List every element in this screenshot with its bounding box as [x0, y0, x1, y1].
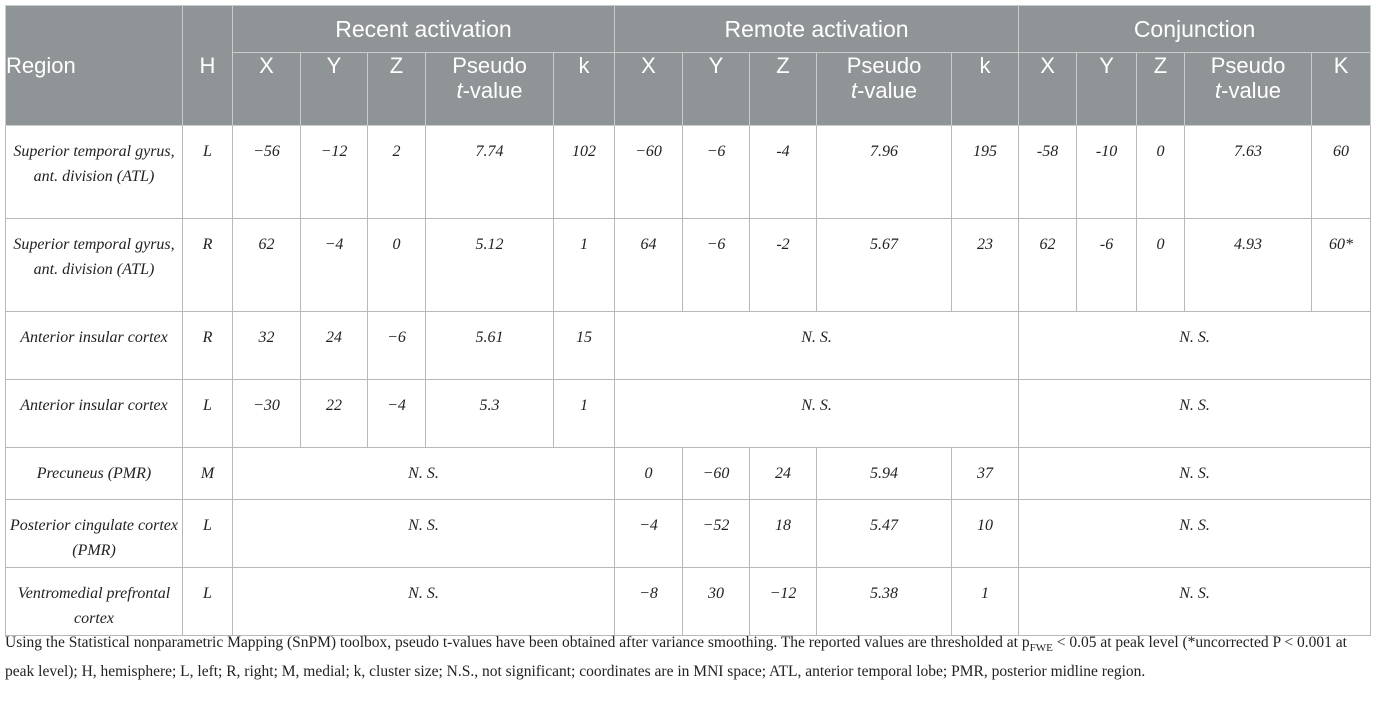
region-cell: Posterior cingulate cortex (PMR) — [6, 500, 183, 568]
recent-k-cell: 1 — [554, 219, 615, 312]
footnote-subscript: FWE — [1029, 642, 1053, 655]
recent-y-cell: −12 — [301, 126, 368, 219]
conj-z-cell: 0 — [1137, 126, 1185, 219]
recent-k-cell: 1 — [554, 380, 615, 448]
hemisphere-cell: L — [183, 126, 233, 219]
header-z: Z — [750, 53, 817, 126]
remote-y-cell: −52 — [683, 500, 750, 568]
conj-not-significant-cell: N. S. — [1019, 568, 1371, 636]
recent-x-cell: 62 — [233, 219, 301, 312]
header-pseudo-t: Pseudo t-value — [817, 53, 952, 126]
recent-not-significant-cell: N. S. — [233, 500, 615, 568]
remote-z-cell: 18 — [750, 500, 817, 568]
remote-t-cell: 5.94 — [817, 448, 952, 500]
recent-not-significant-cell: N. S. — [233, 568, 615, 636]
hemisphere-cell: M — [183, 448, 233, 500]
hemisphere-cell: L — [183, 500, 233, 568]
header-region: Region — [6, 6, 183, 126]
conj-y-cell: -6 — [1077, 219, 1137, 312]
conj-x-cell: 62 — [1019, 219, 1077, 312]
recent-t-cell: 7.74 — [426, 126, 554, 219]
remote-x-cell: −60 — [615, 126, 683, 219]
remote-t-cell: 5.47 — [817, 500, 952, 568]
remote-x-cell: −8 — [615, 568, 683, 636]
hemisphere-cell: L — [183, 380, 233, 448]
recent-y-cell: 22 — [301, 380, 368, 448]
recent-y-cell: 24 — [301, 312, 368, 380]
table-row — [6, 500, 1371, 568]
hemisphere-cell: L — [183, 568, 233, 636]
header-hemisphere: H — [183, 6, 233, 126]
region-cell: Anterior insular cortex — [6, 312, 183, 380]
remote-y-cell: −6 — [683, 219, 750, 312]
header-z: Z — [1137, 53, 1185, 126]
table-row — [6, 312, 1371, 380]
header-pseudo-t: Pseudo t-value — [426, 53, 554, 126]
header-k: k — [554, 53, 615, 126]
conj-k-cell: 60 — [1312, 126, 1371, 219]
header-y: Y — [1077, 53, 1137, 126]
conj-z-cell: 0 — [1137, 219, 1185, 312]
recent-x-cell: 32 — [233, 312, 301, 380]
header-pseudo-t: Pseudo t-value — [1185, 53, 1312, 126]
conj-x-cell: -58 — [1019, 126, 1077, 219]
recent-t-cell: 5.61 — [426, 312, 554, 380]
header-x: X — [233, 53, 301, 126]
table-row — [6, 126, 1371, 219]
hemisphere-cell: R — [183, 219, 233, 312]
region-cell: Superior temporal gyrus, ant. division (ATL) — [6, 219, 183, 312]
region-cell: Ventromedial prefrontal cortex — [6, 568, 183, 636]
header-y: Y — [683, 53, 750, 126]
remote-not-significant-cell: N. S. — [615, 312, 1019, 380]
table-row — [6, 380, 1371, 448]
recent-z-cell: 0 — [368, 219, 426, 312]
conj-not-significant-cell: N. S. — [1019, 500, 1371, 568]
header-x: X — [1019, 53, 1077, 126]
table-row — [6, 219, 1371, 312]
recent-k-cell: 15 — [554, 312, 615, 380]
conj-t-cell: 7.63 — [1185, 126, 1312, 219]
recent-x-cell: −56 — [233, 126, 301, 219]
header-z: Z — [368, 53, 426, 126]
footnote-text-part2: < 0.05 at peak level (*uncorrected P < 0.001 at peak level); H, hemisphere; L, left; R, right; M, medial; k, cluster size; N.S., not significant; coordinates are in MNI space; ATL, anterior temporal lobe; PMR, posterior midline region. — [5, 634, 1347, 681]
header-x: X — [615, 53, 683, 126]
header-y: Y — [301, 53, 368, 126]
remote-y-cell: −60 — [683, 448, 750, 500]
remote-k-cell: 1 — [952, 568, 1019, 636]
remote-k-cell: 37 — [952, 448, 1019, 500]
recent-t-cell: 5.12 — [426, 219, 554, 312]
results-table — [5, 5, 1371, 636]
header-conjunction: Conjunction — [1019, 6, 1371, 53]
remote-k-cell: 23 — [952, 219, 1019, 312]
recent-not-significant-cell: N. S. — [233, 448, 615, 500]
header-recent-activation: Recent activation — [233, 6, 615, 53]
recent-y-cell: −4 — [301, 219, 368, 312]
conj-not-significant-cell: N. S. — [1019, 380, 1371, 448]
remote-not-significant-cell: N. S. — [615, 380, 1019, 448]
header-group-row — [6, 6, 1371, 53]
conj-k-cell: 60* — [1312, 219, 1371, 312]
table-row — [6, 568, 1371, 636]
recent-t-cell: 5.3 — [426, 380, 554, 448]
remote-y-cell: −6 — [683, 126, 750, 219]
region-cell: Superior temporal gyrus, ant. division (ATL) — [6, 126, 183, 219]
header-k: k — [952, 53, 1019, 126]
recent-z-cell: −4 — [368, 380, 426, 448]
remote-y-cell: 30 — [683, 568, 750, 636]
remote-k-cell: 10 — [952, 500, 1019, 568]
recent-z-cell: 2 — [368, 126, 426, 219]
header-k-upper: K — [1312, 53, 1371, 126]
remote-x-cell: 64 — [615, 219, 683, 312]
conj-t-cell: 4.93 — [1185, 219, 1312, 312]
remote-z-cell: 24 — [750, 448, 817, 500]
remote-k-cell: 195 — [952, 126, 1019, 219]
conj-y-cell: -10 — [1077, 126, 1137, 219]
remote-x-cell: 0 — [615, 448, 683, 500]
region-cell: Precuneus (PMR) — [6, 448, 183, 500]
remote-z-cell: −12 — [750, 568, 817, 636]
recent-x-cell: −30 — [233, 380, 301, 448]
recent-z-cell: −6 — [368, 312, 426, 380]
remote-t-cell: 5.38 — [817, 568, 952, 636]
table-footnote — [5, 631, 1365, 683]
remote-z-cell: -2 — [750, 219, 817, 312]
recent-k-cell: 102 — [554, 126, 615, 219]
remote-t-cell: 7.96 — [817, 126, 952, 219]
remote-z-cell: -4 — [750, 126, 817, 219]
header-remote-activation: Remote activation — [615, 6, 1019, 53]
remote-t-cell: 5.67 — [817, 219, 952, 312]
hemisphere-cell: R — [183, 312, 233, 380]
footnote-text-part1: Using the Statistical nonparametric Mapping (SnPM) toolbox, pseudo t-values have been obtained after variance smoothing. The reported values are thresholded at p — [5, 634, 1030, 651]
remote-x-cell: −4 — [615, 500, 683, 568]
conj-not-significant-cell: N. S. — [1019, 312, 1371, 380]
conj-not-significant-cell: N. S. — [1019, 448, 1371, 500]
table-row — [6, 448, 1371, 500]
region-cell: Anterior insular cortex — [6, 380, 183, 448]
